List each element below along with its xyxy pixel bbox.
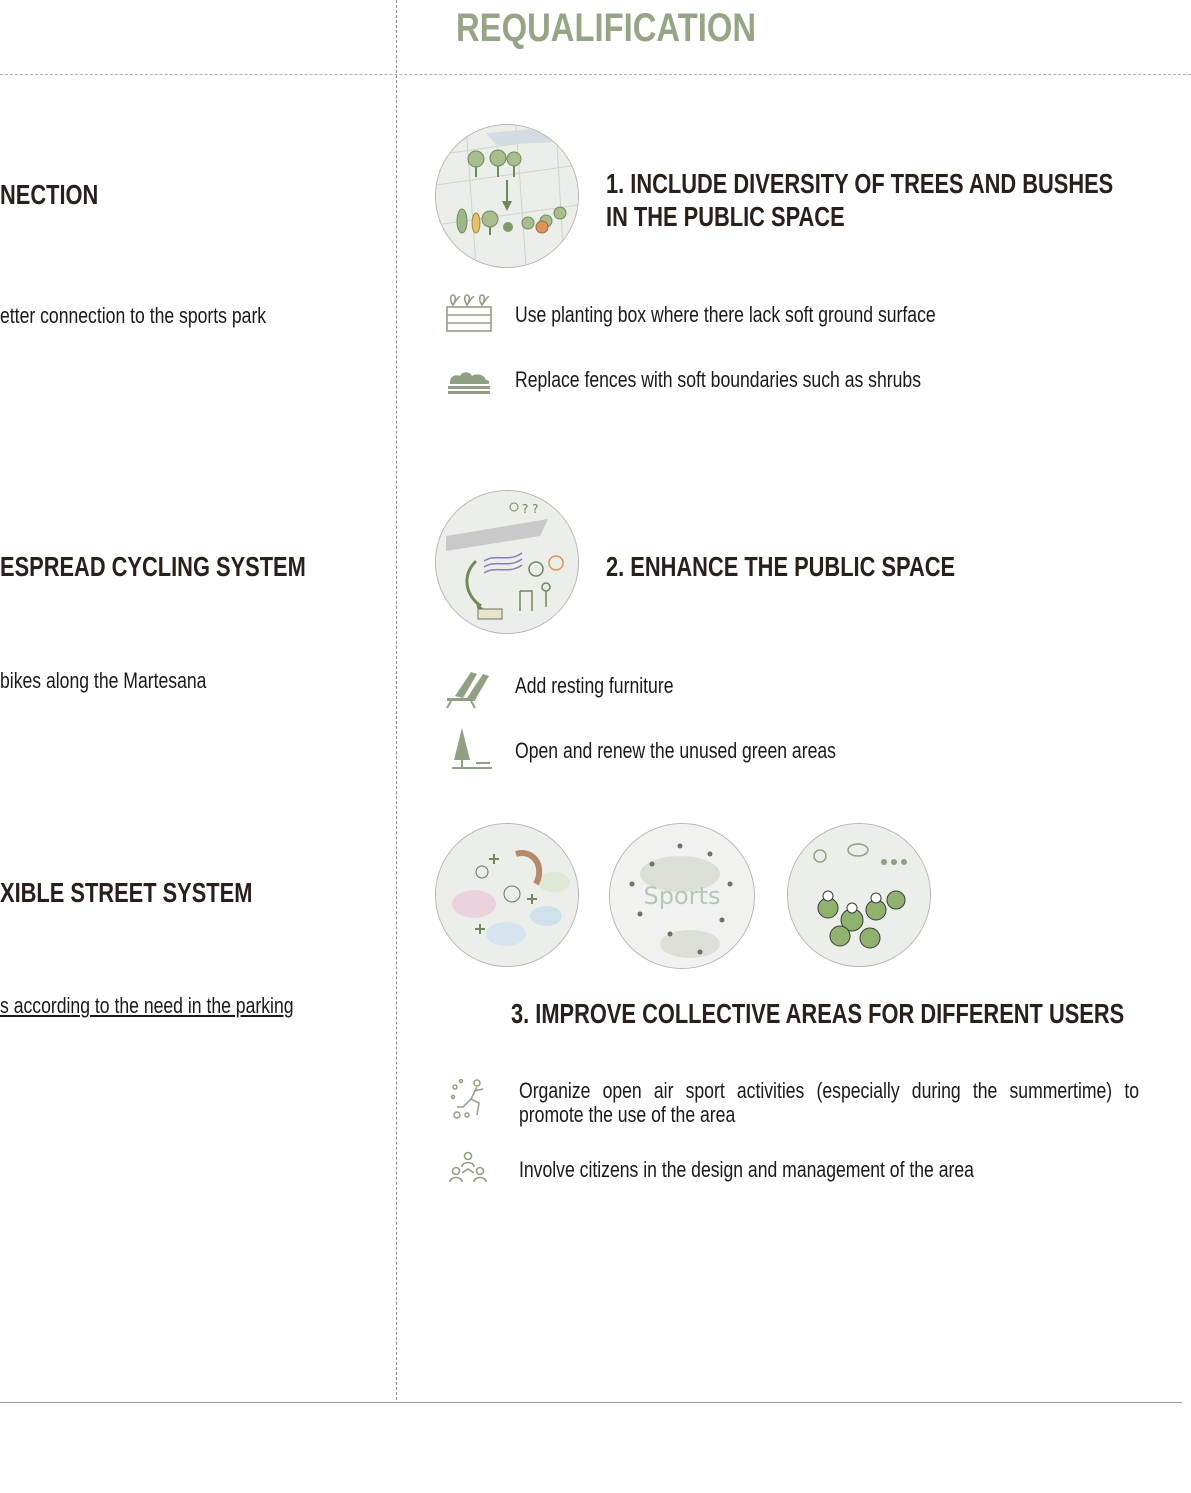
section-2-item-2: Open and renew the unused green areas [515,738,836,763]
left-text-connection: etter connection to the sports park [0,303,267,328]
left-heading-cycling: ESPREAD CYCLING SYSTEM [0,551,306,582]
section-3-heading: 3. IMPROVE COLLECTIVE AREAS FOR DIFFERENT USERS [511,998,1125,1029]
collective-areas-illustration-sports [609,823,755,969]
planting-box-icon [445,293,493,340]
illustration-question-marks: ? ? [522,502,539,516]
section-3-item-1: Organize open air sport activities (especially during the summertime) to promote the use of the area [519,1078,1139,1127]
section-1-heading-line1: 1. INCLUDE DIVERSITY OF TREES AND BUSHES [606,168,1114,199]
lounge-chair-icon [445,668,493,715]
section-1-item-2: Replace fences with soft boundaries such as shrubs [515,367,922,392]
shrub-boundary-icon [446,368,492,401]
section-1-heading-line2: IN THE PUBLIC SPACE [606,201,845,232]
page-title: REQUALIFICATION [456,6,757,50]
section-2-item-1: Add resting furniture [515,673,674,698]
section-2-heading: 2. ENHANCE THE PUBLIC SPACE [606,551,956,582]
column-divider [396,0,397,1400]
footer-divider [0,1402,1182,1403]
left-text-cycling: bikes along the Martesana [0,668,207,693]
sports-label: Sports [643,882,721,910]
collective-areas-illustration-3 [787,823,931,967]
section-3-item-2: Involve citizens in the design and management of the area [519,1157,974,1182]
section-1-item-1: Use planting box where there lack soft ground surface [515,302,936,327]
public-space-illustration [435,490,579,634]
header-divider [0,74,1191,75]
left-heading-connection: NECTION [0,179,99,210]
citizens-group-icon [448,1151,488,1190]
left-text-street: s according to the need in the parking [0,993,294,1018]
sport-activity-icon [447,1077,491,1126]
collective-areas-illustration-1 [435,823,579,967]
left-heading-street: XIBLE STREET SYSTEM [0,877,253,908]
tree-bench-icon [450,726,494,777]
trees-illustration [435,124,579,268]
